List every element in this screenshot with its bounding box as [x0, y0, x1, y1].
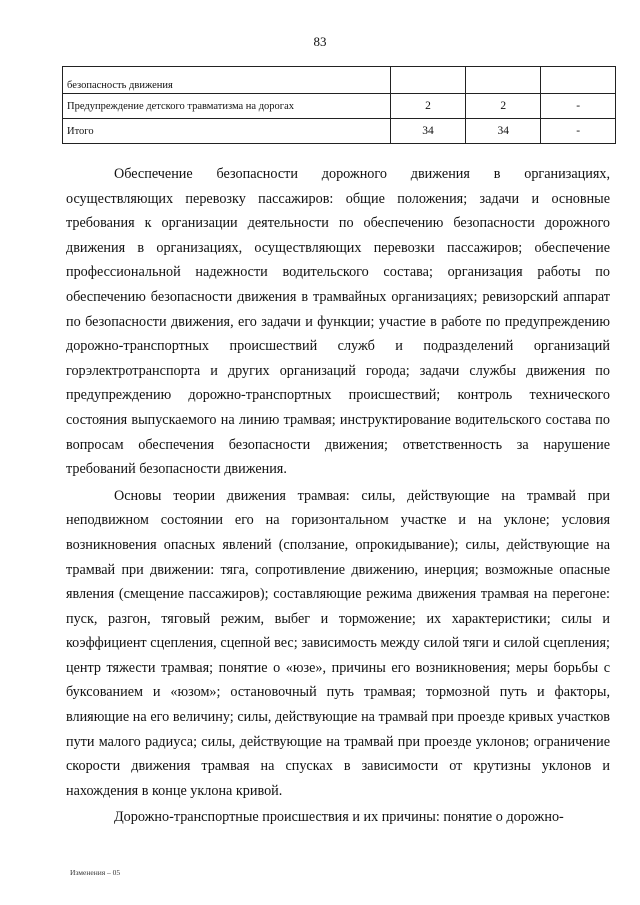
paragraph-safety-organization: Обеспечение безопасности дорожного движения в организациях, осуществляющих перевозку пассажиров: общие положения; задачи и основные требования к организации деятельности по обеспечению безопасности дорожного движения в организациях, осуществляющих перевозки пассажиров; обеспечение профессиональной надежности водительского состава; организация работы по обеспечению безопасности движения в трамвайных организациях; ревизорский аппарат по безопасности движения, его задачи и функции; участие в работе по предупреждению дорожно-транспортных происшествий служб и подразделений организаций горэлектротранспорта и других организаций города; задачи службы движения по предупреждению дорожно-транспортных происшествий; контроль технического состояния выпускаемого на линию трамвая; инструктирование водительского состава по вопросам обеспечения безопасности движения; ответственность за нарушение требований безопасности движения. [66, 166, 610, 478]
table-cell-practice-hours [541, 67, 616, 94]
paragraph-traffic-accidents: Дорожно-транспортные происшествия и их причины: понятие о дорожно- [114, 809, 564, 826]
footer-note: Изменения – 05 [70, 868, 121, 877]
table-cell-theory-hours: 2 [466, 94, 541, 119]
body-text [66, 162, 610, 830]
table-cell-practice-hours: - [541, 119, 616, 144]
table-cell-theory-hours [466, 67, 541, 94]
table-cell-total-hours [390, 67, 465, 94]
table-cell-total-hours: 34 [390, 119, 465, 144]
table-cell-name: Итого [63, 119, 391, 144]
program-table [62, 66, 616, 144]
table-row [63, 94, 616, 119]
table-cell-name: Предупреждение детского травматизма на дорогах [63, 94, 391, 119]
table-cell-name: безопасность движения [63, 67, 391, 94]
paragraph-tram-motion-theory: Основы теории движения трамвая: силы, действующие на трамвай при неподвижном состоянии его на горизонтальном участке и на уклоне; условия возникновения опасных явлений (сползание, опрокидывание); силы, действующие на трамвай при движении: тяга, сопротивление движению, инерция; возможные опасные явления (смещение пассажиров); составляющие режима движения трамвая на перегоне: пуск, разгон, тяговый режим, выбег и торможение; их характеристики; силы и коэффициент сцепления, сцепной вес; зависимость между силой тяги и силой сцепления; центр тяжести трамвая; понятие о «юзе», причины его возникновения; меры борьбы с буксованием и «юзом»; остановочный путь трамвая; тормозной путь и факторы, влияющие на его величину; силы, действующие на трамвай при проезде кривых участков пути малого радиуса; силы, действующие на трамвай при проезде уклонов; ограничение скорости движения трамвая на спусках в зависимости от крутизны уклонов и нахождения в конце уклона кривой. [66, 487, 610, 799]
table-cell-practice-hours: - [541, 94, 616, 119]
table-row [63, 119, 616, 144]
table-cell-theory-hours: 34 [466, 119, 541, 144]
table-row [63, 67, 616, 94]
page-number: 83 [313, 34, 327, 49]
table-cell-total-hours: 2 [390, 94, 465, 119]
